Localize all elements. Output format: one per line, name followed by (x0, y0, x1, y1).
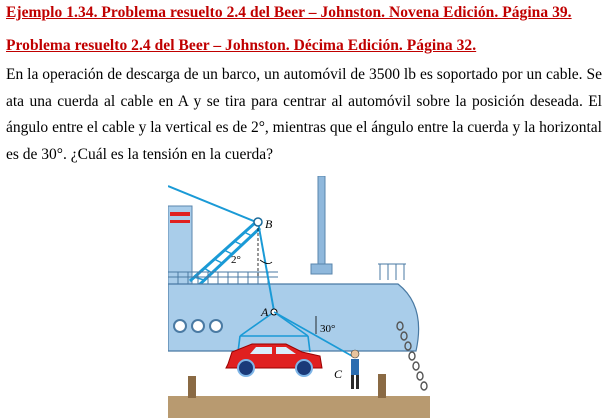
superstructure-stripe-2 (170, 220, 190, 223)
superstructure-stripe (170, 212, 190, 216)
dock-post (188, 376, 196, 398)
worker (351, 350, 359, 389)
dock-post-2 (378, 374, 386, 398)
label-B: B (265, 217, 273, 231)
crane-lattice (194, 232, 252, 280)
ship-illustration (168, 176, 430, 418)
mast-base (311, 264, 332, 274)
label-A: A (261, 305, 269, 319)
mast (318, 176, 325, 271)
heading-ninth-edition: Ejemplo 1.34. Problema resuelto 2.4 del Beer – Johnston. Novena Edición. Página 39. (6, 4, 572, 21)
dock (168, 396, 430, 418)
label-angle-cable: 2° (231, 254, 241, 266)
heading-tenth-edition: Problema resuelto 2.4 del Beer – Johnston. Décima Edición. Página 32. (6, 37, 477, 54)
crane-boom (190, 222, 260, 286)
portholes (174, 320, 222, 332)
label-angle-rope: 30° (320, 323, 336, 335)
problem-statement: En la operación de descarga de un barco, un automóvil de 3500 lb es soportado por un cable. Se ata una cuerda al cable en A y se tira para centrar al automóvil sobre la posición deseada. El ángulo entre el cable y la vertical es de 2°, mientras que el ángulo entre la cuerda y la horizontal es de 30°. ¿Cuál es la tensión en la cuerda? (6, 66, 602, 163)
label-C: C (334, 367, 343, 381)
ship-hull (168, 284, 419, 351)
pulley-B (254, 218, 262, 226)
ship-unloading-figure (168, 176, 430, 418)
